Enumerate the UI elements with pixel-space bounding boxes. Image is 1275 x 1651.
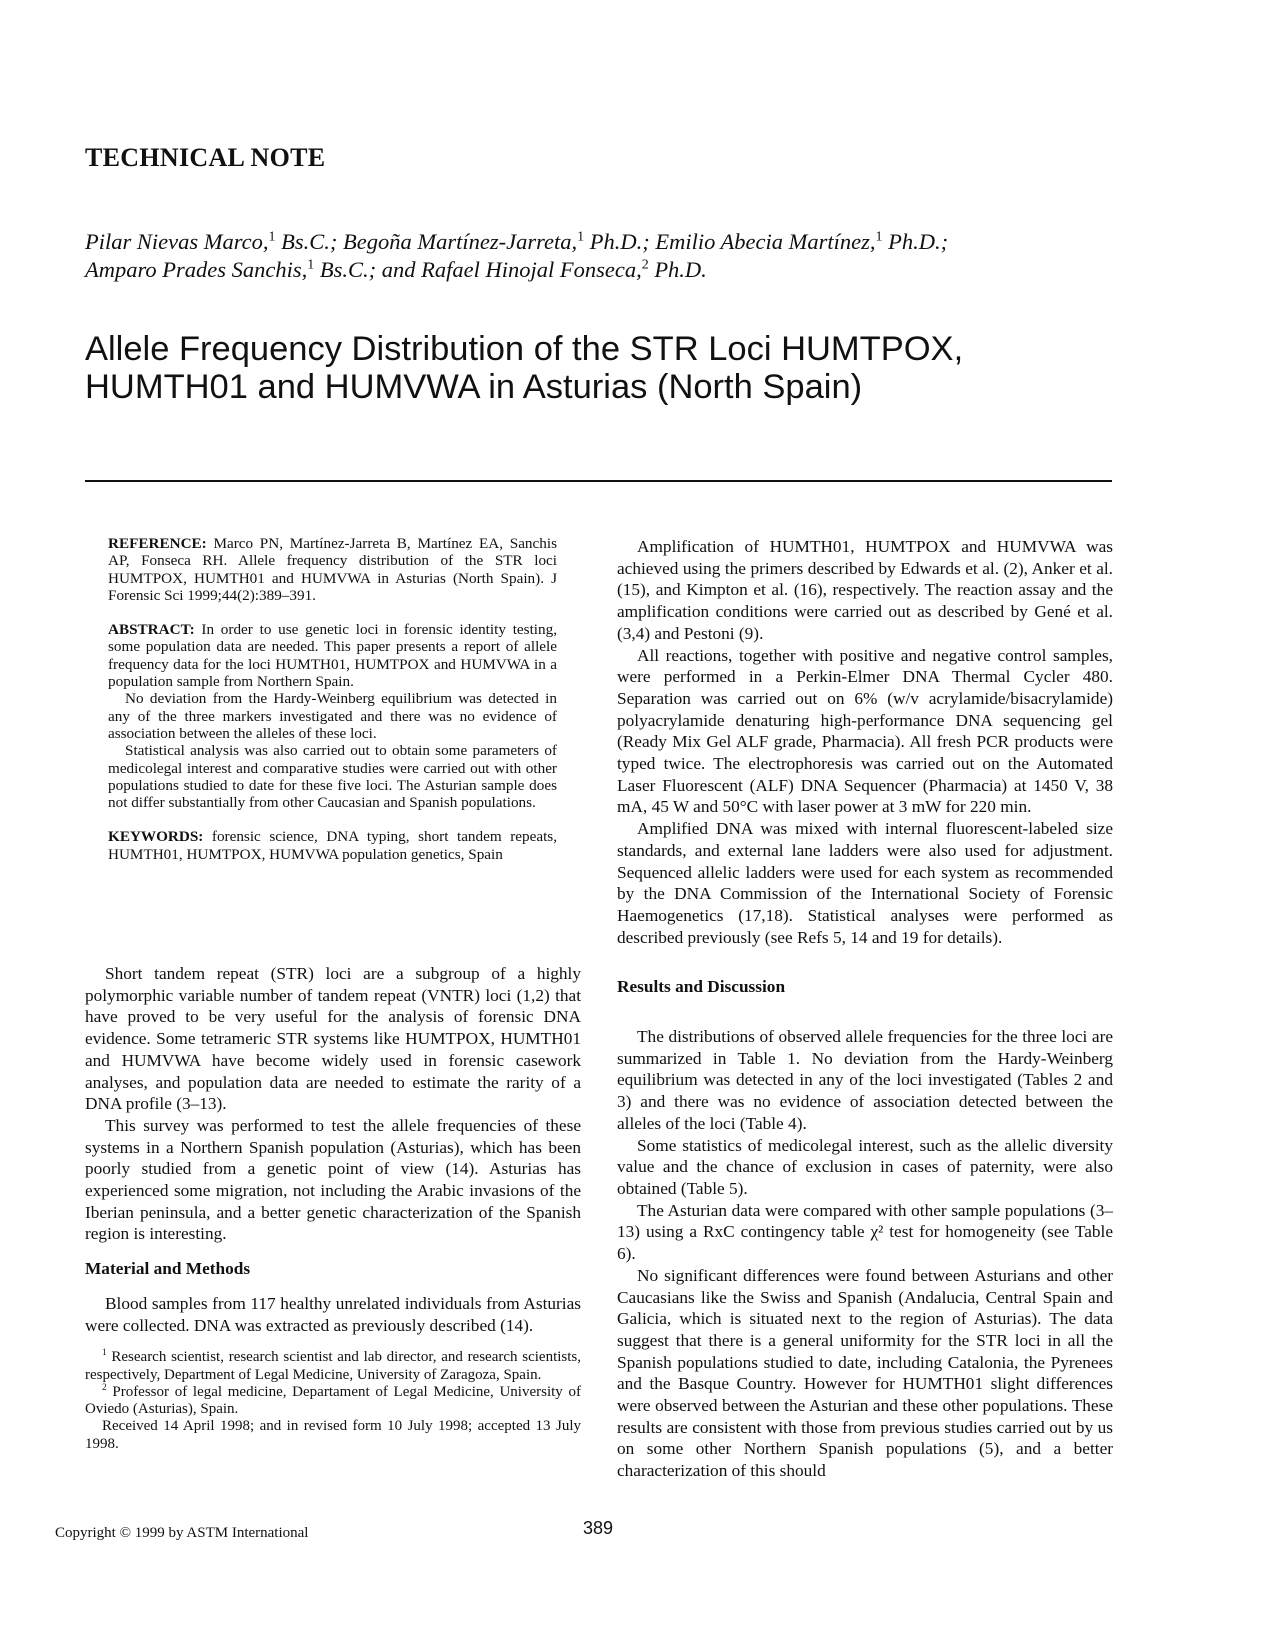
- reference-text: Marco PN, Martínez-Jarreta B, Martínez EA, Sanchis AP, Fonseca RH. Allele frequency distribution of the STR loci HUMTPOX, HUMTH01 and HUMVWA in Asturias (North Spain). J Forensic Sci 1999;44(2):389–391.: [108, 535, 557, 604]
- keywords-block: [108, 828, 557, 863]
- page-number: 389: [583, 1518, 614, 1538]
- author-degree: Bs.C.;: [275, 229, 343, 254]
- left-column: [85, 963, 581, 1453]
- received-dates: Received 14 April 1998; and in revised form 10 July 1998; accepted 13 July 1998.: [85, 1418, 581, 1452]
- footnote-text: Professor of legal medicine, Departament of Legal Medicine, University of Oviedo (Asturias), Spain.: [85, 1383, 581, 1418]
- body-paragraph: Blood samples from 117 healthy unrelated individuals from Asturias were collected. DNA was extracted as previously described (14).: [85, 1293, 581, 1335]
- footnotes: [85, 1349, 581, 1453]
- copyright-notice: Copyright © 1999 by ASTM International: [55, 1525, 309, 1541]
- author-degree: Bs.C.;: [314, 257, 382, 282]
- abstract-label: ABSTRACT:: [108, 621, 195, 639]
- affiliation-mark: 1: [268, 229, 276, 245]
- abstract-paragraph: Statistical analysis was also carried out to obtain some parameters of medicolegal interest and comparative studies were carried out with other populations studied to date for these five loci. The Asturian sample does not differ substantially from other Caucasian and Spanish populations.: [108, 742, 557, 812]
- section-label: TECHNICAL NOTE: [85, 143, 326, 172]
- affiliation-mark: 1: [307, 257, 315, 273]
- reference-block: [108, 535, 557, 604]
- title-line: HUMTH01 and HUMVWA in Asturias (North Spain): [85, 368, 863, 406]
- front-matter: [108, 535, 557, 863]
- author-name: Begoña Martínez-Jarreta,: [342, 229, 578, 254]
- footnote: [85, 1349, 581, 1384]
- author-degree: Ph.D.;: [584, 229, 656, 254]
- footnote: [85, 1384, 581, 1419]
- body-paragraph: All reactions, together with positive and negative control samples, were performed in a Perkin-Elmer DNA Thermal Cycler 480. Separation was carried out on 6% (w/v acrylamide/bisacrylamide) polyacrylamide denaturing high-performance DNA sequencing gel (Ready Mix Gel ALF grade, Pharmacia). All fresh PCR products were typed twice. The electrophoresis was carried out on the Automated Laser Fluorescent (ALF) DNA Sequencer (Pharmacia) at 1450 V, 38 mA, 45 W and 50°C with laser power at 3 mW for 220 min.: [617, 645, 1113, 817]
- footnote-text: Research scientist, research scientist and lab director, and research scientists, respectively, Department of Legal Medicine, University of Zaragoza, Spain.: [85, 1349, 581, 1383]
- affiliation-mark: 2: [641, 257, 649, 273]
- article-title: [85, 330, 1125, 406]
- body-paragraph: No significant differences were found between Asturians and other Caucasians like the Swiss and Spanish (Andalucia, Central Spain and Galicia, which is situated next to the region of Asturias). The data suggest that there is a general uniformity for the STR loci in all the Spanish populations studied to date, including Catalonia, the Pyrenees and the Basque Country. However for HUMTH01 slight differences were observed between the Asturian and these other populations. These results are consistent with those from previous studies carried out by us on some other Northern Spanish populations (5), and a better characterization of this should: [617, 1265, 1113, 1481]
- section-heading: Results and Discussion: [617, 977, 786, 997]
- body-paragraph: Some statistics of medicolegal interest, such as the allelic diversity value and the chance of exclusion in cases of paternity, were also obtained (Table 5).: [617, 1135, 1113, 1198]
- body-paragraph: Amplified DNA was mixed with internal fluorescent-labeled size standards, and external lane ladders were also used for adjustment. Sequenced allelic ladders were used for each system as recommended by the DNA Commission of the International Society of Forensic Haemogenetics (17,18). Statistical analyses were performed as described previously (see Refs 5, 14 and 19 for details).: [617, 819, 1113, 947]
- affiliation-mark: 1: [875, 229, 883, 245]
- abstract-text: In order to use genetic loci in forensic identity testing, some population data are needed. This paper presents a report of allele frequency data for the loci HUMTH01, HUMTPOX and HUMVWA in a population sample from Northern Spain.: [108, 621, 557, 691]
- keywords-label: KEYWORDS:: [108, 828, 204, 846]
- body-paragraph: Amplification of HUMTH01, HUMTPOX and HUMVWA was achieved using the primers described by Edwards et al. (2), Anker et al. (15), and Kimpton et al. (16), respectively. The reaction assay and the amplification conditions were carried out as described by Gené et al. (3,4) and Pestoni (9).: [617, 537, 1113, 643]
- affiliation-mark: 1: [577, 229, 585, 245]
- keywords-text: forensic science, DNA typing, short tandem repeats, HUMTH01, HUMTPOX, HUMVWA population genetics, Spain: [108, 828, 557, 863]
- body-paragraph: The distributions of observed allele frequencies for the three loci are summarized in Table 1. No deviation from the Hardy-Weinberg equilibrium was detected in any of the loci investigated (Tables 2 and 3) and there was no evidence of association detected between the alleles of the loci (Table 4).: [617, 1027, 1113, 1133]
- author-name: Emilio Abecia Martínez,: [655, 229, 876, 254]
- footnote-mark: 2: [102, 1382, 107, 1393]
- abstract-paragraph: No deviation from the Hardy-Weinberg equilibrium was detected in any of the three markers investigated and there was no evidence of association between the alleles of these loci.: [108, 690, 557, 742]
- author-degree: Ph.D.: [648, 257, 707, 282]
- body-paragraph: Short tandem repeat (STR) loci are a subgroup of a highly polymorphic variable number of tandem repeat (VNTR) loci (1,2) that have proved to be very useful for the analysis of forensic DNA evidence. Some tetrameric STR systems like HUMTPOX, HUMTH01 and HUMVWA have become widely used in forensic casework analyses, and population data are needed to estimate the rarity of a DNA profile (3–13).: [85, 964, 581, 1114]
- body-paragraph: The Asturian data were compared with other sample populations (3–13) using a RxC contingency table χ² test for homogeneity (see Table 6).: [617, 1200, 1113, 1264]
- author-line-1: [85, 228, 1125, 256]
- footnote: [85, 1418, 581, 1453]
- title-divider: [85, 480, 1112, 482]
- author-name: and Rafael Hinojal Fonseca,: [381, 257, 642, 282]
- author-name: Amparo Prades Sanchis,: [85, 257, 308, 282]
- author-line-2: [85, 256, 1125, 284]
- author-list: [85, 228, 1125, 284]
- section-heading: Material and Methods: [85, 1259, 251, 1279]
- reference-label: REFERENCE:: [108, 535, 207, 552]
- abstract-paragraph: [108, 621, 557, 690]
- body-paragraph: This survey was performed to test the allele frequencies of these systems in a Northern Spanish population (Asturias), which has been poorly studied from a genetic point of view (14). Asturias has experienced some migration, not including the Arabic invasions of the Iberian peninsula, and a better genetic characterization of the Spanish region is interesting.: [85, 1115, 581, 1244]
- right-column: [617, 536, 1113, 1482]
- author-degree: Ph.D.;: [882, 229, 949, 254]
- title-line: Allele Frequency Distribution of the STR Loci HUMTPOX,: [85, 330, 964, 368]
- footnote-mark: 1: [102, 1348, 107, 1359]
- author-name: Pilar Nievas Marco,: [85, 229, 269, 254]
